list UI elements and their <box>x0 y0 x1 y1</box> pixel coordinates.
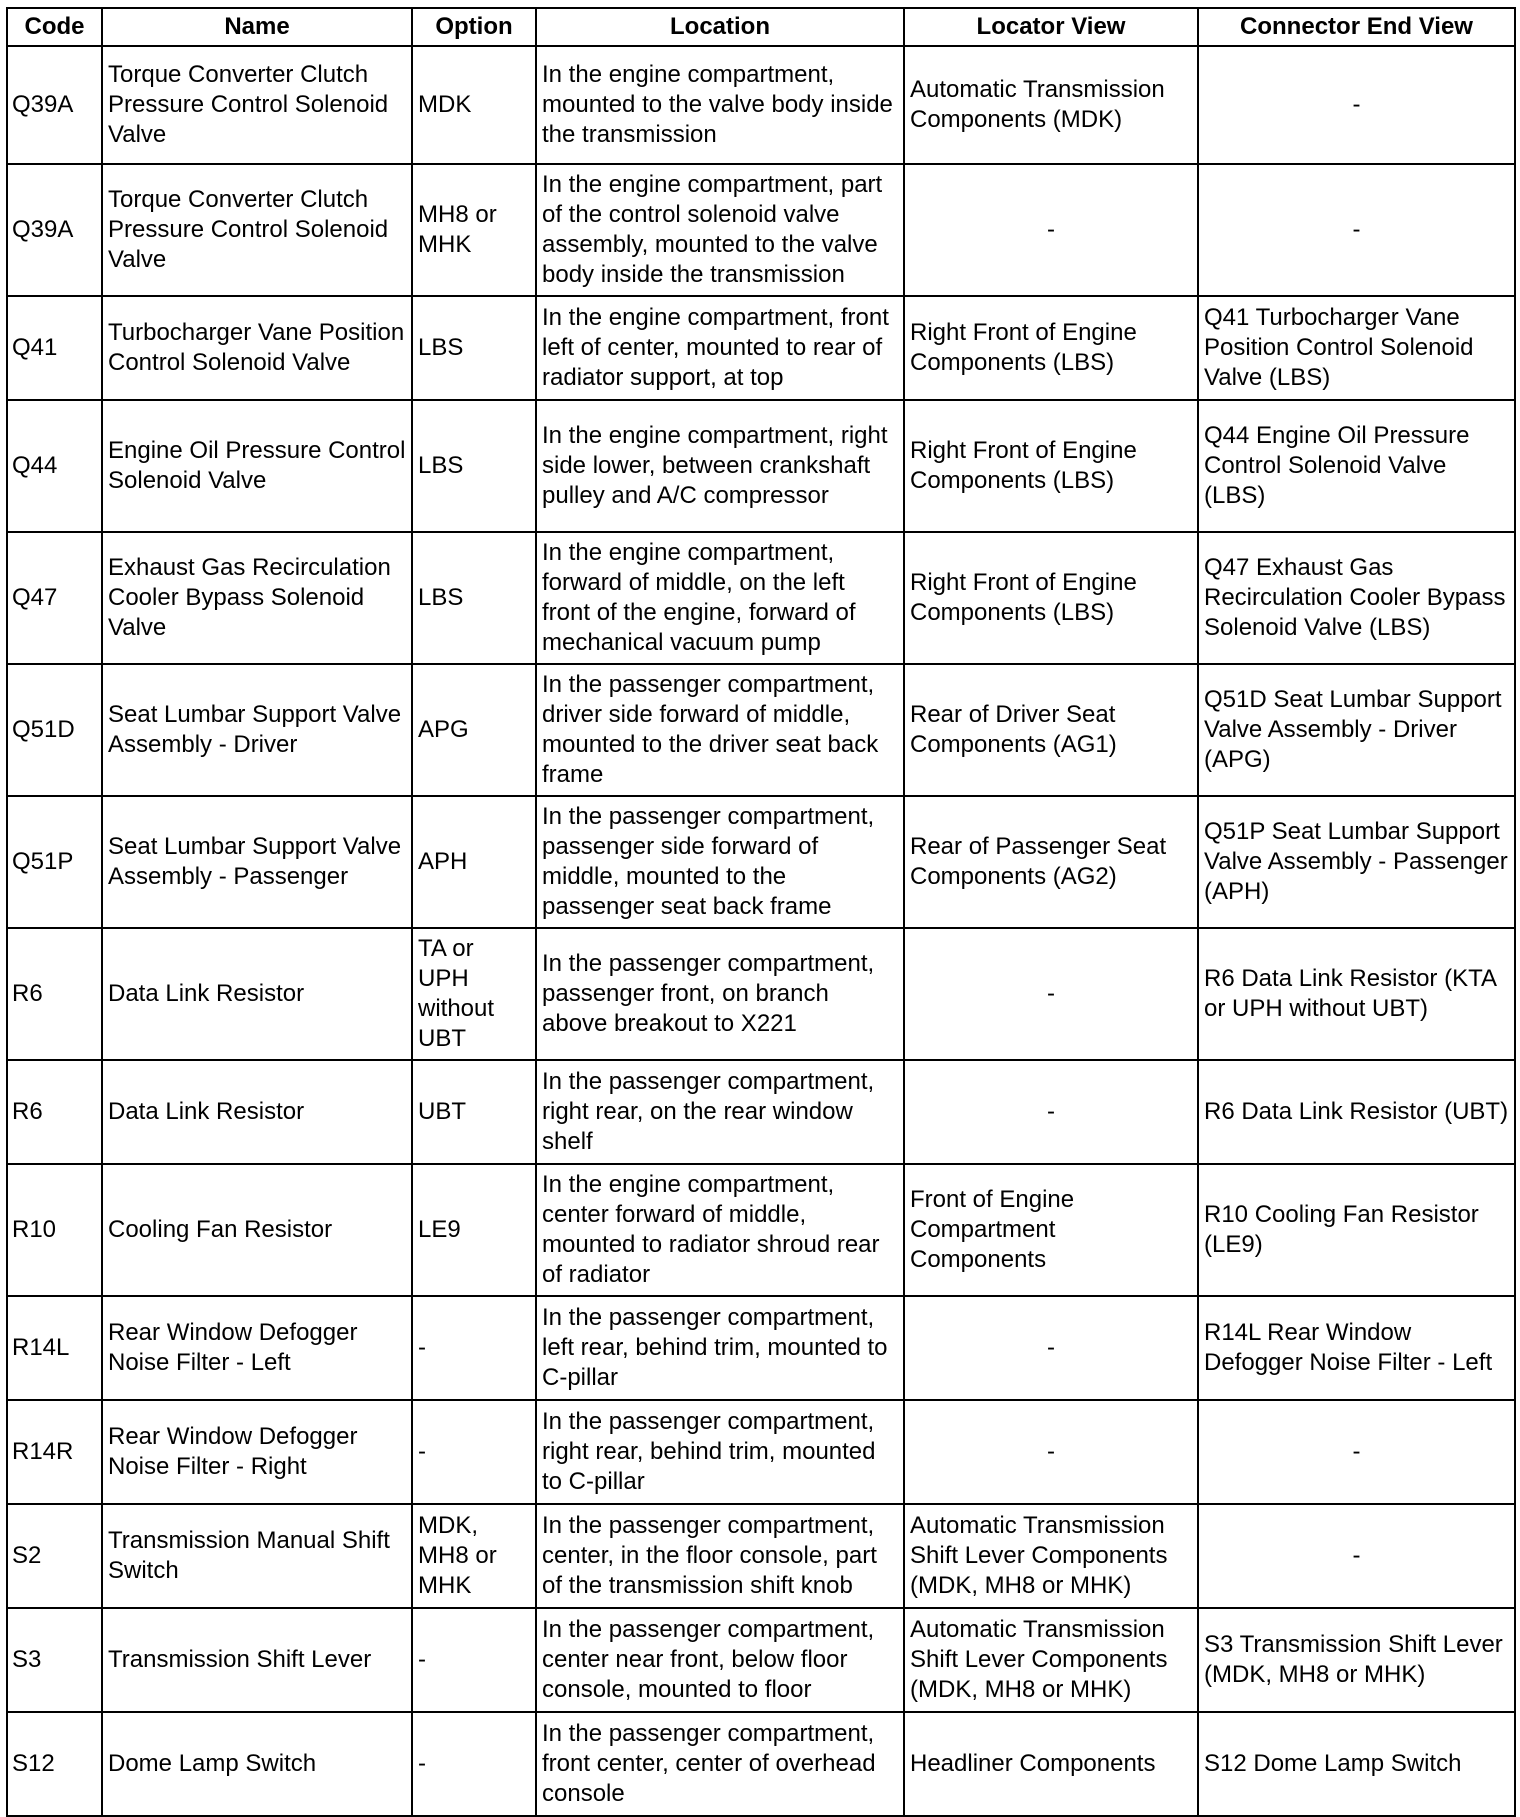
cell-location: In the passenger compartment, passenger front, on branch above breakout to X221 <box>536 928 904 1060</box>
cell-locator-view: Right Front of Engine Components (LBS) <box>904 296 1198 400</box>
cell-option: MH8 or MHK <box>412 164 536 296</box>
cell-connector-end-view: Q51D Seat Lumbar Support Valve Assembly - Driver (APG) <box>1198 664 1515 796</box>
cell-location: In the passenger compartment, right rear, behind trim, mounted to C-pillar <box>536 1400 904 1504</box>
cell-name: Seat Lumbar Support Valve Assembly - Driver <box>102 664 412 796</box>
cell-option: UBT <box>412 1060 536 1164</box>
cell-location: In the passenger compartment, right rear, on the rear window shelf <box>536 1060 904 1164</box>
cell-name: Dome Lamp Switch <box>102 1712 412 1816</box>
table-row <box>7 796 1515 928</box>
cell-location: In the passenger compartment, center near front, below floor console, mounted to floor <box>536 1608 904 1712</box>
table-row <box>7 1400 1515 1504</box>
component-locator-table <box>6 7 1516 1817</box>
cell-option: - <box>412 1608 536 1712</box>
table-row <box>7 1608 1515 1712</box>
cell-location: In the passenger compartment, passenger side forward of middle, mounted to the passenger seat back frame <box>536 796 904 928</box>
cell-name: Rear Window Defogger Noise Filter - Left <box>102 1296 412 1400</box>
cell-locator-view: - <box>904 1400 1198 1504</box>
table-row <box>7 296 1515 400</box>
cell-locator-view: Automatic Transmission Shift Lever Components (MDK, MH8 or MHK) <box>904 1504 1198 1608</box>
cell-connector-end-view: R6 Data Link Resistor (UBT) <box>1198 1060 1515 1164</box>
cell-location: In the passenger compartment, center, in the floor console, part of the transmission shift knob <box>536 1504 904 1608</box>
cell-option: LBS <box>412 400 536 532</box>
cell-code: S3 <box>7 1608 102 1712</box>
cell-locator-view: Rear of Passenger Seat Components (AG2) <box>904 796 1198 928</box>
cell-connector-end-view: Q51P Seat Lumbar Support Valve Assembly - Passenger (APH) <box>1198 796 1515 928</box>
cell-connector-end-view: - <box>1198 164 1515 296</box>
cell-name: Cooling Fan Resistor <box>102 1164 412 1296</box>
cell-code: S12 <box>7 1712 102 1816</box>
cell-connector-end-view: S12 Dome Lamp Switch <box>1198 1712 1515 1816</box>
cell-connector-end-view: S3 Transmission Shift Lever (MDK, MH8 or MHK) <box>1198 1608 1515 1712</box>
cell-name: Exhaust Gas Recirculation Cooler Bypass Solenoid Valve <box>102 532 412 664</box>
cell-name: Transmission Manual Shift Switch <box>102 1504 412 1608</box>
table-row <box>7 164 1515 296</box>
cell-name: Transmission Shift Lever <box>102 1608 412 1712</box>
cell-locator-view: Front of Engine Compartment Components <box>904 1164 1198 1296</box>
cell-name: Engine Oil Pressure Control Solenoid Valve <box>102 400 412 532</box>
cell-location: In the engine compartment, mounted to the valve body inside the transmission <box>536 46 904 164</box>
cell-connector-end-view: - <box>1198 1504 1515 1608</box>
header-locator-view: Locator View <box>904 8 1198 46</box>
header-connector-end-view: Connector End View <box>1198 8 1515 46</box>
cell-locator-view: Headliner Components <box>904 1712 1198 1816</box>
table-row <box>7 1504 1515 1608</box>
header-name: Name <box>102 8 412 46</box>
table-row <box>7 46 1515 164</box>
cell-name: Torque Converter Clutch Pressure Control Solenoid Valve <box>102 164 412 296</box>
table-row <box>7 1164 1515 1296</box>
cell-locator-view: Right Front of Engine Components (LBS) <box>904 532 1198 664</box>
table-row <box>7 400 1515 532</box>
cell-option: - <box>412 1400 536 1504</box>
cell-connector-end-view: - <box>1198 46 1515 164</box>
table-row <box>7 664 1515 796</box>
cell-code: R14R <box>7 1400 102 1504</box>
cell-connector-end-view: Q47 Exhaust Gas Recirculation Cooler Bypass Solenoid Valve (LBS) <box>1198 532 1515 664</box>
cell-connector-end-view: Q41 Turbocharger Vane Position Control Solenoid Valve (LBS) <box>1198 296 1515 400</box>
cell-locator-view: Automatic Transmission Components (MDK) <box>904 46 1198 164</box>
cell-name: Turbocharger Vane Position Control Solenoid Valve <box>102 296 412 400</box>
cell-code: Q51P <box>7 796 102 928</box>
header-code: Code <box>7 8 102 46</box>
cell-connector-end-view: R10 Cooling Fan Resistor (LE9) <box>1198 1164 1515 1296</box>
cell-location: In the engine compartment, front left of center, mounted to rear of radiator support, at top <box>536 296 904 400</box>
cell-code: R6 <box>7 928 102 1060</box>
cell-locator-view: - <box>904 928 1198 1060</box>
cell-connector-end-view: - <box>1198 1400 1515 1504</box>
table-header-row <box>7 8 1515 46</box>
cell-location: In the engine compartment, forward of middle, on the left front of the engine, forward of mechanical vacuum pump <box>536 532 904 664</box>
component-locator-table-container <box>6 7 1514 1807</box>
cell-option: MDK, MH8 or MHK <box>412 1504 536 1608</box>
cell-option: TA or UPH without UBT <box>412 928 536 1060</box>
cell-connector-end-view: Q44 Engine Oil Pressure Control Solenoid Valve (LBS) <box>1198 400 1515 532</box>
table-row <box>7 532 1515 664</box>
cell-option: MDK <box>412 46 536 164</box>
cell-code: R14L <box>7 1296 102 1400</box>
header-option: Option <box>412 8 536 46</box>
cell-option: - <box>412 1296 536 1400</box>
table-row <box>7 1060 1515 1164</box>
cell-location: In the engine compartment, right side lower, between crankshaft pulley and A/C compressor <box>536 400 904 532</box>
cell-name: Data Link Resistor <box>102 1060 412 1164</box>
cell-location: In the passenger compartment, left rear, behind trim, mounted to C-pillar <box>536 1296 904 1400</box>
cell-connector-end-view: R14L Rear Window Defogger Noise Filter - Left <box>1198 1296 1515 1400</box>
cell-location: In the passenger compartment, front center, center of overhead console <box>536 1712 904 1816</box>
cell-code: R10 <box>7 1164 102 1296</box>
header-location: Location <box>536 8 904 46</box>
cell-option: LBS <box>412 296 536 400</box>
cell-name: Rear Window Defogger Noise Filter - Right <box>102 1400 412 1504</box>
cell-locator-view: - <box>904 1296 1198 1400</box>
cell-locator-view: Automatic Transmission Shift Lever Components (MDK, MH8 or MHK) <box>904 1608 1198 1712</box>
cell-option: LE9 <box>412 1164 536 1296</box>
table-row <box>7 928 1515 1060</box>
cell-option: LBS <box>412 532 536 664</box>
cell-locator-view: Right Front of Engine Components (LBS) <box>904 400 1198 532</box>
cell-locator-view: Rear of Driver Seat Components (AG1) <box>904 664 1198 796</box>
cell-locator-view: - <box>904 164 1198 296</box>
cell-option: - <box>412 1712 536 1816</box>
cell-name: Seat Lumbar Support Valve Assembly - Passenger <box>102 796 412 928</box>
cell-code: S2 <box>7 1504 102 1608</box>
cell-code: Q47 <box>7 532 102 664</box>
cell-location: In the engine compartment, part of the control solenoid valve assembly, mounted to the valve body inside the transmission <box>536 164 904 296</box>
cell-name: Data Link Resistor <box>102 928 412 1060</box>
cell-code: Q41 <box>7 296 102 400</box>
cell-location: In the engine compartment, center forward of middle, mounted to radiator shroud rear of radiator <box>536 1164 904 1296</box>
cell-option: APG <box>412 664 536 796</box>
cell-connector-end-view: R6 Data Link Resistor (KTA or UPH without UBT) <box>1198 928 1515 1060</box>
cell-location: In the passenger compartment, driver side forward of middle, mounted to the driver seat back frame <box>536 664 904 796</box>
cell-code: Q39A <box>7 46 102 164</box>
cell-code: Q39A <box>7 164 102 296</box>
table-row <box>7 1712 1515 1816</box>
cell-name: Torque Converter Clutch Pressure Control Solenoid Valve <box>102 46 412 164</box>
table-row <box>7 1296 1515 1400</box>
cell-code: Q44 <box>7 400 102 532</box>
cell-locator-view: - <box>904 1060 1198 1164</box>
cell-code: Q51D <box>7 664 102 796</box>
cell-option: APH <box>412 796 536 928</box>
cell-code: R6 <box>7 1060 102 1164</box>
